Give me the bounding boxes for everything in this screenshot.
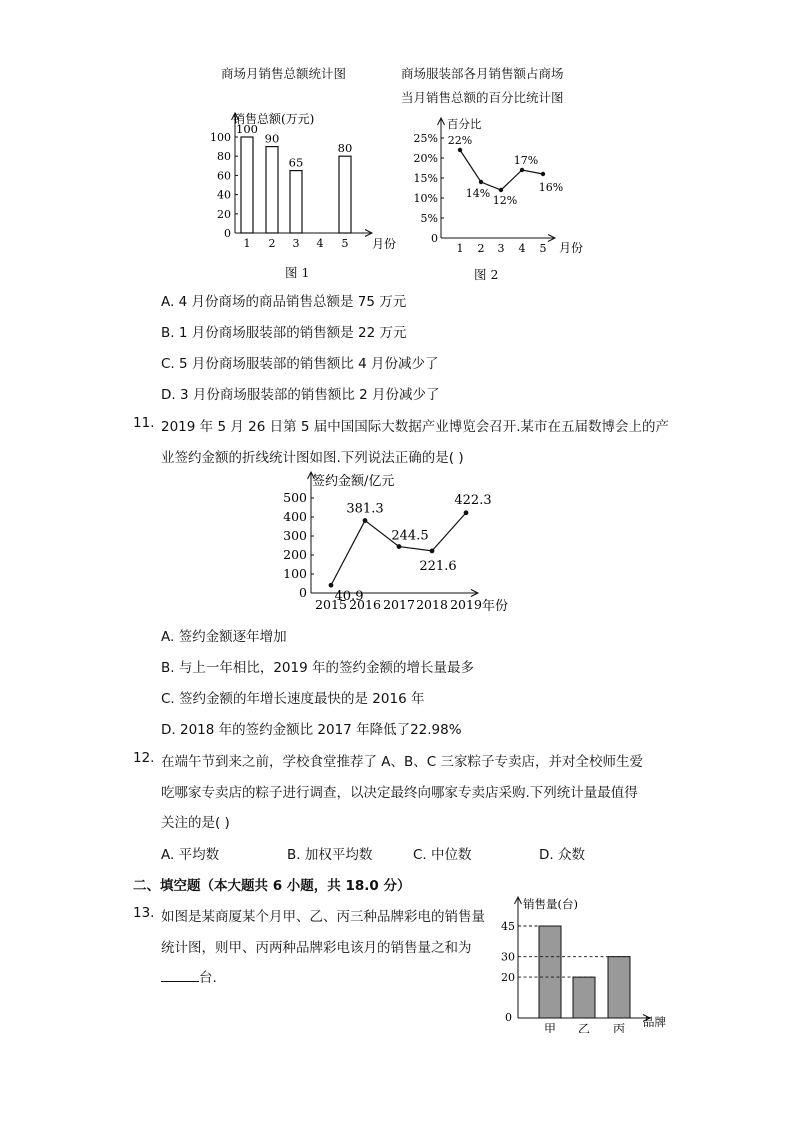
y-tick-label: 20%	[413, 152, 438, 165]
y-tick-label: 80	[217, 150, 231, 164]
q11-line-chart	[270, 468, 530, 618]
x-axis-title: 月份	[372, 237, 397, 251]
q11-stem-line2: 业签约金额的折线统计图如图.下列说法正确的是( )	[161, 450, 464, 466]
data-point	[363, 518, 368, 523]
series-line	[331, 513, 466, 585]
y-tick-label: 0	[505, 1011, 512, 1024]
x-tick-label: 5	[341, 237, 349, 250]
x-tick-label: 2019	[450, 597, 482, 612]
data-label: 381.3	[346, 501, 384, 517]
y-tick-label: 40	[217, 188, 231, 202]
y-tick-label: 30	[501, 950, 515, 964]
q12-option-d[interactable]: D. 众数	[539, 847, 585, 863]
data-point	[430, 548, 435, 553]
y-tick-label: 400	[283, 509, 307, 524]
y-axis-title: 百分比	[447, 117, 482, 131]
data-label: 17%	[513, 154, 539, 167]
fig1-caption: 商场月销售总额统计图	[221, 66, 347, 81]
data-label: 22%	[447, 134, 473, 147]
bar	[608, 957, 630, 1018]
q12-stem-line2: 吃哪家专卖店的粽子进行调查，以决定最终向哪家专卖店采购.下列统计量最值得	[161, 785, 638, 801]
q12-option-a[interactable]: A. 平均数	[161, 847, 220, 863]
y-tick-label: 25%	[413, 132, 438, 145]
bar	[290, 171, 302, 233]
answer-blank[interactable]	[161, 969, 199, 982]
section-heading: 二、填空题（本大题共 6 小题，共 18.0 分）	[133, 878, 411, 894]
q11-option-c[interactable]: C. 签约金额的年增长速度最快的是 2016 年	[161, 691, 425, 707]
data-label: 422.3	[454, 492, 492, 508]
x-tick-label: 2018	[416, 597, 448, 612]
y-tick-label: 100	[210, 131, 231, 144]
x-tick-label: 4	[518, 242, 526, 255]
x-tick-label: 甲	[543, 1022, 557, 1033]
y-tick-label: 500	[283, 490, 307, 505]
fig1-label: 图 1	[285, 265, 310, 280]
y-tick-label: 0	[224, 227, 231, 240]
x-tick-label: 2	[268, 237, 276, 250]
data-label: 100	[236, 122, 258, 136]
q10-option-a[interactable]: A. 4 月份商场的商品销售总额是 75 万元	[161, 294, 407, 310]
data-point	[541, 172, 545, 176]
data-label: 65	[288, 155, 304, 170]
q13-number: 13.	[133, 905, 155, 921]
q11-number: 11.	[133, 415, 155, 431]
data-label: 12%	[492, 194, 518, 207]
y-tick-label: 15%	[413, 172, 438, 185]
x-axis-title: 月份	[559, 241, 584, 255]
y-tick-label: 20	[217, 207, 231, 221]
x-axis-title: 年份	[482, 599, 509, 614]
q10-option-c[interactable]: C. 5 月份商场服装部的销售额比 4 月份减少了	[161, 356, 439, 372]
x-tick-label: 2015	[315, 597, 347, 612]
q13-stem-line1: 如图是某商厦某个月甲、乙、丙三种品牌彩电的销售量	[161, 909, 485, 925]
x-tick-label: 3	[497, 242, 505, 255]
x-tick-label: 5	[539, 242, 547, 255]
data-point	[397, 544, 402, 549]
x-tick-label: 4	[316, 237, 324, 250]
y-axis-title: 签约金额/亿元	[312, 474, 395, 489]
q10-option-b[interactable]: B. 1 月份商场服装部的销售额是 22 万元	[161, 325, 407, 341]
bar	[539, 926, 561, 1018]
x-tick-label: 1	[456, 242, 464, 255]
fig2-line-chart	[405, 112, 600, 257]
data-point	[499, 188, 503, 192]
bar	[573, 977, 595, 1018]
q12-number: 12.	[133, 750, 155, 766]
fig2-caption-line1: 商场服装部各月销售额占商场	[401, 66, 564, 81]
fig2-caption-line2: 当月销售总额的百分比统计图	[401, 90, 564, 105]
y-tick-label: 300	[283, 528, 307, 543]
x-tick-label: 丙	[612, 1022, 626, 1033]
bar	[266, 147, 278, 233]
fig1-bar-chart	[200, 105, 410, 255]
q13-stem-line3	[161, 966, 217, 986]
q13-stem-line2: 统计图，则甲、丙两种品牌彩电该月的销售量之和为	[161, 940, 472, 956]
y-tick-label: 5%	[420, 212, 438, 225]
data-label: 244.5	[391, 528, 429, 544]
bar	[339, 156, 351, 233]
data-point	[520, 168, 524, 172]
y-tick-label: 45	[501, 920, 515, 933]
data-label: 80	[337, 141, 353, 156]
y-tick-label: 200	[283, 547, 307, 562]
q12-stem-line1: 在端午节到来之前，学校食堂推荐了 A、B、C 三家粽子专卖店，并对全校师生爱	[161, 754, 644, 770]
x-tick-label: 1	[243, 237, 251, 250]
data-label: 90	[264, 131, 280, 146]
q13-bar-chart	[500, 893, 672, 1033]
y-tick-label: 10%	[413, 192, 438, 205]
y-axis-title: 销售总额(万元)	[233, 112, 315, 126]
data-point	[464, 510, 469, 515]
y-tick-label: 0	[431, 232, 438, 245]
data-label: 14%	[465, 187, 491, 200]
x-tick-label: 3	[292, 237, 300, 250]
fig2-label: 图 2	[474, 267, 499, 282]
y-tick-label: 100	[283, 566, 307, 581]
q12-option-b[interactable]: B. 加权平均数	[287, 847, 373, 863]
data-point	[458, 148, 462, 152]
q12-stem-line3: 关注的是( )	[161, 815, 230, 831]
data-label: 221.6	[419, 558, 457, 574]
q11-stem-line1: 2019 年 5 月 26 日第 5 届中国国际大数据产业博览会召开.某市在五届数博会上的产	[161, 419, 670, 435]
q10-option-d[interactable]: D. 3 月份商场服装部的销售额比 2 月份减少了	[161, 387, 440, 403]
y-tick-label: 0	[299, 585, 307, 600]
y-axis-title: 销售量(台)	[523, 897, 578, 911]
q12-option-c[interactable]: C. 中位数	[413, 847, 472, 863]
data-point	[479, 180, 483, 184]
data-label: 40.9	[334, 589, 364, 605]
q11-option-a[interactable]: A. 签约金额逐年增加	[161, 629, 287, 645]
q11-option-d[interactable]: D. 2018 年的签约金额比 2017 年降低了22.98%	[161, 722, 462, 738]
data-point	[329, 583, 334, 588]
x-tick-label: 2	[477, 242, 485, 255]
y-tick-label: 20	[501, 971, 515, 985]
q11-option-b[interactable]: B. 与上一年相比，2019 年的签约金额的增长量最多	[161, 660, 474, 676]
bar	[241, 137, 253, 233]
y-tick-label: 60	[217, 169, 231, 183]
x-axis-title: 品牌	[643, 1015, 666, 1029]
data-label: 16%	[538, 181, 564, 194]
x-tick-label: 2016	[349, 597, 381, 612]
q13-suffix: 台.	[199, 970, 217, 986]
x-tick-label: 乙	[577, 1022, 591, 1033]
x-tick-label: 2017	[383, 597, 415, 612]
